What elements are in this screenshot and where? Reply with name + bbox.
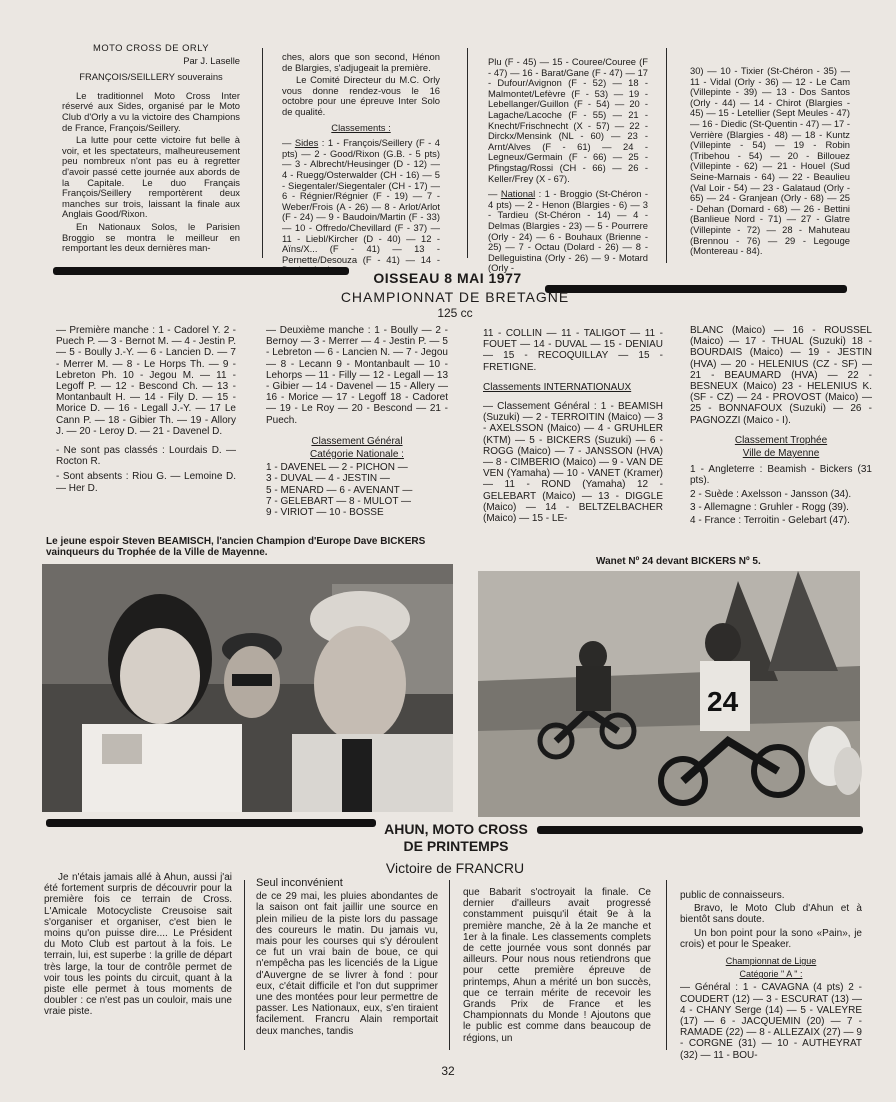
premiere-manche: — Première manche : 1 - Cadorel Y. 2 - Puech P. — 3 - Bernot M. — 4 - Jestin P. — 5 - Boully J.-Y. — 6 - Lancien D. — 7 - Merrer M. — 8 - Le Horps Th. — 9 - Lebreton Ph. 10 - Jegou M. — 11 - Legoff P. — 12 - Bescond Ch. — 13 - Montanbault H. — 14 - Fily D. — 15 - Morice D. — 16 - Legall J.-Y. — 17 Le Cann P. — 18 - Gibier Th. — 19 - Allory J. — 20 - Leroy D. — 21 - Davenel D. (56, 325, 236, 437)
orly-column-4 (690, 66, 850, 262)
motocross-photo (478, 571, 860, 817)
bretagne-subtitle: 125 cc (437, 306, 473, 320)
inter-results-continued: BLANC (Maico) — 16 - ROUSSEL (Maico) — 17 - THUAL (Suzuki) 18 - BOURDAIS (Maico) — 19 - JESTIN (HVA) — 20 - HELENIUS (CZ - SF) — 21 - BEAUMARD (HVA) — 22 - BESNEUX (Maico) 23 - HELENIUS K. (SF - CZ) — 24 - PROVOST (Maico) — 25 - BONNAFOUX (Suzuki) — 26 - PAGNOZZI (Maico - I). (690, 325, 872, 426)
sides-text: : 1 - François/Seillery (F - 4 pts) — 2 - Good/Rixon (G.B. - 5 pts) — 3 - Albrecht/Heusinger (D - 12) — 4 - Ruegg/Osterwalder (CH - 16) — 5 - Siegentaler/Siegentaler (CH - 17) — 6 - Régnier/Régnier (F - 19) — 7 - Weber/Frois (A - 26) — 8 - Arlot/Arlot (F - 24) — 9 - Baudoin/Martin (F - 33) — 10 - Offredo/Chevillard (F - 37) — 11 - Liebl/Kircher (D - 40) — 12 - Aïns/X... (F - 41) — 13 - Pernette/Desouza (F - 41) — 14 - (282, 137, 440, 265)
ahun-paragraph: que Babarit s'octroyait la finale. Ce dernier d'ailleurs avait progressé constamment puisqu'il était 9e à la première manche, 2è à la 2e manche et 1er à la finale. Les classements complets de cette journée vous sont donnés par ailleurs. Pour nous nous retiendrons que pour cette première épreuve de printemps, Ahun a mérité un bon succès, que ce terrain mérite de recevoir les Grands Prix de France et les Championnats du Monde ! Ajoutons que le public est comme dans beaucoup de régions, un (463, 887, 651, 1044)
orly-author: Par J. Laselle (183, 54, 240, 66)
left-photo-caption (46, 536, 466, 558)
ahun-column-1 (44, 872, 232, 1047)
orly-paragraph: La lutte pour cette victoire fut belle à voir, et les spectateurs, malheureusement peu nombreux n'ont pas eu à regretter d'avoir passé cette journée aux abords de la Capitale. Le duo Français François/Seillery remportèrent deux manches sur trois, laissant la finale aux Anglais Good/Rixon. (62, 134, 240, 220)
nationale-row: 3 - DUVAL — 4 - JESTIN — (266, 473, 390, 485)
column-divider (262, 48, 263, 258)
column-divider (666, 48, 667, 263)
section-bar (46, 819, 376, 827)
collin-results: 11 - COLLIN — 11 - TALIGOT — 11 - FOUET — 14 - DUVAL — 15 - DENIAU — 15 - RECOQUILLAY — 15 - FRETIGNE. (483, 328, 663, 373)
orly-column-3 (488, 56, 649, 274)
nationale-row: 1 - DAVENEL — 2 - PICHON — (266, 462, 408, 474)
column-divider (449, 880, 450, 1050)
ahun-paragraph: de ce 29 mai, les pluies abondantes de la saison ont fait jaillir une source en plein milieu de la piste lors du passage des coureurs le matin. Du jamais vu, mais pour les courses qui s'y déroulent ce fut un vrai bain de boue, ce qui n'empêcha pas les licenciés de la Ligue d'Auvergne de se livrer à fond : pour eux, c'était difficile et l'on dut supprimer une des montées pour leur permettre de passer. Les Nationaux, eux, s'en tiraient facilement. Francru Alain remportait deux manches, tandis (256, 891, 438, 1037)
orly-paragraph: Le Comité Directeur du M.C. Orly vous donne rendez-vous le 16 octobre pour une épreuve Inter Solo de qualité. (282, 74, 440, 117)
portrait-photo (42, 564, 453, 812)
trophee-subtitle: Ville de Mayenne (742, 448, 820, 460)
ahun-header-line-2: DE PRINTEMPS (403, 838, 509, 854)
column-divider (467, 48, 468, 258)
bretagne-column-3 (483, 328, 663, 528)
nationale-row: 9 - VIRIOT — 10 - BOSSE (266, 507, 384, 519)
ahun-subtitle: Victoire de FRANCRU (385, 860, 525, 876)
ahun-paragraph: Je n'étais jamais allé à Ahun, aussi j'ai été fortement surpris de découvrir pour la première fois ce terrain de Cross. L'Amicale Motocycliste Creusoise sait s'organiser et organiser, c'est bien le moins qu'on puisse dire.... Le Président du Moto Club est partout à la fois. Le terrain, lui, est superbe : la grille de départ très large, la tour de contrôle permet de voir tous les points du circuit, quant à la piste elle permet à tous moments de doubler : ce n'est pas un couloir, mais une vraie piste. (44, 872, 232, 1018)
inter-results: — Classement Général : 1 - BEAMISH (Suzuki) — 2 - TERROITIN (Maico) — 3 - AXELSSON (Maico) — 4 - GRUHLER (KTM) — 5 - BICKERS (Suzuki) — 6 - ROGG (Maico) — 7 - JANSSON (HVA) — 8 - CIMBERIO (Maico) — 9 - VAN DE VEN (Yamaha) — 10 - VANET (Kramer) — 11 - ROND (Yamaha) 12 - GELEBART (Maico) — 13 - DIGGLE (Maico) — 14 - BELTZELBACHER (Maico) — 15 - LE- (483, 401, 663, 525)
trophee-row: 4 - France : Terroitin - Gelebart (47). (690, 515, 850, 527)
sides-results: — Sides : 1 - François/Seillery (F - 4 pts) — 2 - Good/Rixon (G.B. - 5 pts) — 3 - Albrecht/Heusinger (D - 12) — 4 - Ruegg/Osterwalder (CH - 16) — 5 - Siegentaler/Siegentaler (CH - 17) — 6 - Régnier/Régnier (F - 19) — 7 - Weber/Frois (A - 26) — 8 - Arlot/Arlot (F - 24) — 9 - Baudoin/Martin (F - 33) — 10 - Offredo/Chevillard (F - 37) — 11 - Liebl/Kircher (D - 40) — 12 - Aïns/X... (F - 41) — 13 - Pernette/Desouza (F - 41) — 14 - (282, 138, 440, 276)
orly-column-1 (62, 43, 240, 258)
national-results: — National : 1 - Broggio (St-Chéron - 4 pts) — 2 - Henon (Blargies - 6) — 3 - Tardieu (St-Chéron - 14) — 4 - Delmas (Blargies - 23) — 5 - Pourrere (Orly - 24) — 6 - Bouhaux (Brienne - 25) — 7 - Octau (Dolard - 26) — 8 - Delleguistina (Orly - 26) — 9 - Motard (Orly - (488, 188, 649, 274)
trophee-row: 2 - Suède : Axelsson - Jansson (34). (690, 488, 852, 500)
ligue-categorie: Catégorie " A " : (739, 969, 803, 980)
orly-column-2 (282, 51, 440, 265)
non-classes: - Ne sont pas classés : Lourdais D. — Rocton R. (56, 445, 236, 468)
bretagne-header: OISSEAU 8 MAI 1977 (373, 270, 522, 286)
classement-general-title: Classement Général (311, 435, 403, 447)
sides-label: Sides (294, 137, 319, 149)
ahun-column-4 (680, 890, 862, 1065)
ahun-column-3 (463, 887, 651, 1047)
ahun-paragraph: public de connaisseurs. (680, 890, 785, 901)
ligue-title: Championnat de Ligue (725, 956, 817, 967)
deuxieme-manche: — Deuxième manche : 1 - Boully — 2 - Bernoy — 3 - Merrer — 4 - Jestin P. — 5 - Lebreton — 6 - Lancien N. — 7 - Jegou — 8 - Lecann 9 - Montanbault — 10 - Lehorps — 11 - Filly — 12 - Legall — 13 - Gibier — 14 - Davenel — 15 - Allery — 16 - Morice — 17 - Legoff 18 - Cadoret — 19 - Le Roy — 20 - Bescond — 21 - Puech. (266, 325, 448, 426)
right-photo-caption: Wanet Nº 24 devant BICKERS Nº 5. (596, 556, 761, 567)
column-divider (244, 880, 245, 1050)
bretagne-column-2 (266, 325, 448, 525)
ahun-paragraph: Bravo, le Moto Club d'Ahun et à bientôt sans doute. (680, 903, 862, 926)
portrait-photo-image (42, 564, 453, 812)
page-number: 32 (441, 1064, 455, 1078)
national-continued: 30) — 10 - Tixier (St-Chéron - 35) — 11 - Vidal (Orly - 36) — 12 - Le Cam (Villepinte - 39) — 13 - Dos Santos (Orly - 44) — 14 - Chirot (Blargies - 45) — 15 - Letellier (Sept Meules - 47) — 16 - Diedic (St-Quentin - 47) — 17 - Verrière (Blargies - 48) — 18 - Kuntz (Villepinte - 54) — 19 - Robin (Tribehou - 54) — 20 - Billouez (Villepinte - 62) — 21 - Houel (Sud Seine-Marnais - 64) — 22 - Beaulieu (Val Loir - 54) — 23 - Galataud (Orly - 65) — 24 - Granjean (Orly - 68) — 25 - Dehan (Domard - 68) — 26 - Bettini (Banlieue Nord - 71) — 27 - Glatre (Villepinte - 72) — 28 - Mahuteau (Brennou - 76) — 29 - Legouge (Montereau - 84). (690, 65, 850, 257)
nationale-row: 7 - GELEBART — 8 - MULOT — (266, 495, 412, 507)
nationale-row: 5 - MENARD — 6 - AVENANT — (266, 484, 413, 496)
orly-paragraph: Le traditionnel Moto Cross Inter réservé aux Sides, organisé par le Moto Club d'Orly a vu la victoire des Champions de France, François/Seillery. (62, 89, 240, 133)
ligue-results: — Général : 1 - CAVAGNA (4 pts) 2 - COUDERT (12) — 3 - ESCURAT (13) — 4 - CHANY Serge (14) — 5 - VALEYRE (17) — 6 - JACQUEMIN (20) — 7 - RAMADE (22) — 8 - ALLEZAIX (27) — 9 - CORGNE (31) — 10 - AUTHEYRAT (32) — 11 - BOU- (680, 982, 862, 1061)
national-text: : 1 - Broggio (St-Chéron - 4 pts) — 2 - Henon (Blargies - 6) — 3 - Tardieu (St-Chéron - 14) — 4 - Delmas (Blargies - 23) — 5 - Pourrere (Orly - 24) — 6 - Bouhaux (Brienne - 25) — 7 - Octau (Dolard - 26) — 8 - Delleguistina (Orly - 26) — 9 - Motard (Orly - (488, 188, 649, 274)
section-bar (537, 826, 863, 834)
caption-line: Le jeune espoir Steven BEAMISCH, l'ancien Champion d'Europe Dave BICKERS (46, 536, 426, 547)
ahun-paragraph: Un bon point pour la sono «Pain», je crois) et pour le Speaker. (680, 927, 862, 950)
national-label: National (500, 188, 536, 200)
motocross-photo-image (478, 571, 860, 817)
ahun-column-2 (256, 878, 438, 1048)
column-divider (666, 880, 667, 1050)
trophee-row: 3 - Allemagne : Gruhler - Rogg (39). (690, 501, 849, 513)
trophee-row: 1 - Angleterre : Beamish - Bickers (31 pts). (690, 464, 872, 487)
bike-number: 24 (707, 686, 739, 717)
categorie-nationale: Catégorie Nationale : (310, 449, 404, 461)
orly-paragraph: ches, alors que son second, Hénon de Blargies, s'adjugeait la première. (282, 51, 440, 73)
inter-title: Classements INTERNATIONAUX (483, 381, 632, 393)
bretagne-column-1 (56, 325, 236, 505)
sides-continued: Plu (F - 45) — 15 - Couree/Couree (F - 47) — 16 - Barat/Gane (F - 47) — 17 - Dufour/Avignon (F - 52) — 18 - Malmontet/Lefèvre (F - 53) — 19 - Lebellanger/Guillon (F - 54) — 20 - Lagache/Lacoche (F - 55) — 21 - Knecht/Frischnecht (X - 57) — 22 - Dirckx/Mensink (NL - 60) — 23 - Arnt/Alves (F - 61) — 24 - Legneux/Germain (F - 66) — 25 - Pfingstag/Rossi (CH - 66) — 26 - Keller/Frey (X - 67). (488, 56, 648, 184)
absents: - Sont absents : Riou G. — Lemoine D. — Her D. (56, 471, 236, 494)
orly-paragraph: En Nationaux Solos, le Parisien Broggio se montra le meilleur en remportant les deux dernières man- (62, 220, 240, 254)
orly-subheading: FRANÇOIS/SEILLERY souverains (79, 71, 223, 83)
classements-title: Classements : (331, 121, 391, 133)
bretagne-title: CHAMPIONNAT DE BRETAGNE (340, 289, 570, 305)
bretagne-column-4 (690, 325, 872, 547)
ahun-col2-title: Seul inconvénient (256, 877, 343, 889)
section-bar (53, 267, 349, 275)
orly-heading: MOTO CROSS DE ORLY (93, 42, 209, 53)
trophee-title: Classement Trophée (734, 434, 828, 446)
caption-line: vainqueurs du Trophée de la Ville de Mayenne. (46, 547, 268, 558)
ahun-header-line-1: AHUN, MOTO CROSS (384, 821, 528, 837)
